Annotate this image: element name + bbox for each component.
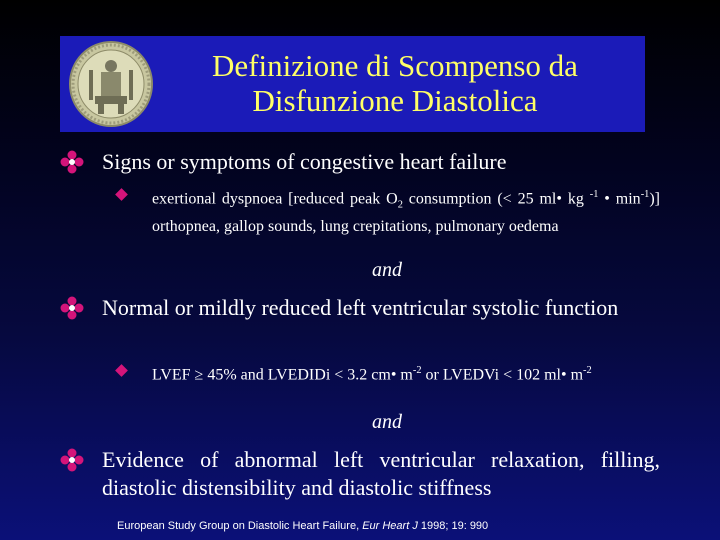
diamond-bullet-icon: [60, 150, 84, 174]
diamond-bullet-icon: [60, 448, 84, 472]
sub-text-2: LVEF ≥ 45% and LVEDIDi < 3.2 cm• $m^{-2}$ or LVEDVi < 102 ml• $m^{-2}$: [152, 365, 592, 384]
bullet-text-3: Evidence of abnormal left ventricular relaxation, filling, diastolic distensibility and diastolic stiffness: [102, 447, 660, 500]
sub-text-1: exertional dyspnoea [reduced peak $O_2$ consumption (< 25 ml• kg $^{-1}$ • $\min^{-1}$)] orthopnea, gallop sounds, lung crepitations, pulmonary oedema: [152, 189, 660, 235]
title-box: [60, 36, 645, 132]
slide-title: [160, 48, 630, 118]
diamond-bullet-icon: [60, 296, 84, 320]
sub-bullet-icon: [115, 364, 128, 377]
connector-and-1: and: [372, 259, 402, 281]
bullet-text-1: Signs or symptoms of congestive heart failure: [102, 149, 507, 174]
connector-and-2: and: [372, 411, 402, 433]
university-seal-icon: [68, 40, 154, 128]
footnote: European Study Group on Diastolic Heart Failure, Eur Heart J 1998; 19: 990: [117, 520, 489, 532]
sub-bullet-icon: [115, 188, 128, 201]
title-line-2: Disfunzione Diastolica: [252, 83, 538, 118]
bullet-text-2: Normal or mildly reduced left ventricular systolic function: [102, 295, 619, 320]
title-line-1: Definizione di Scompenso da: [212, 48, 578, 83]
